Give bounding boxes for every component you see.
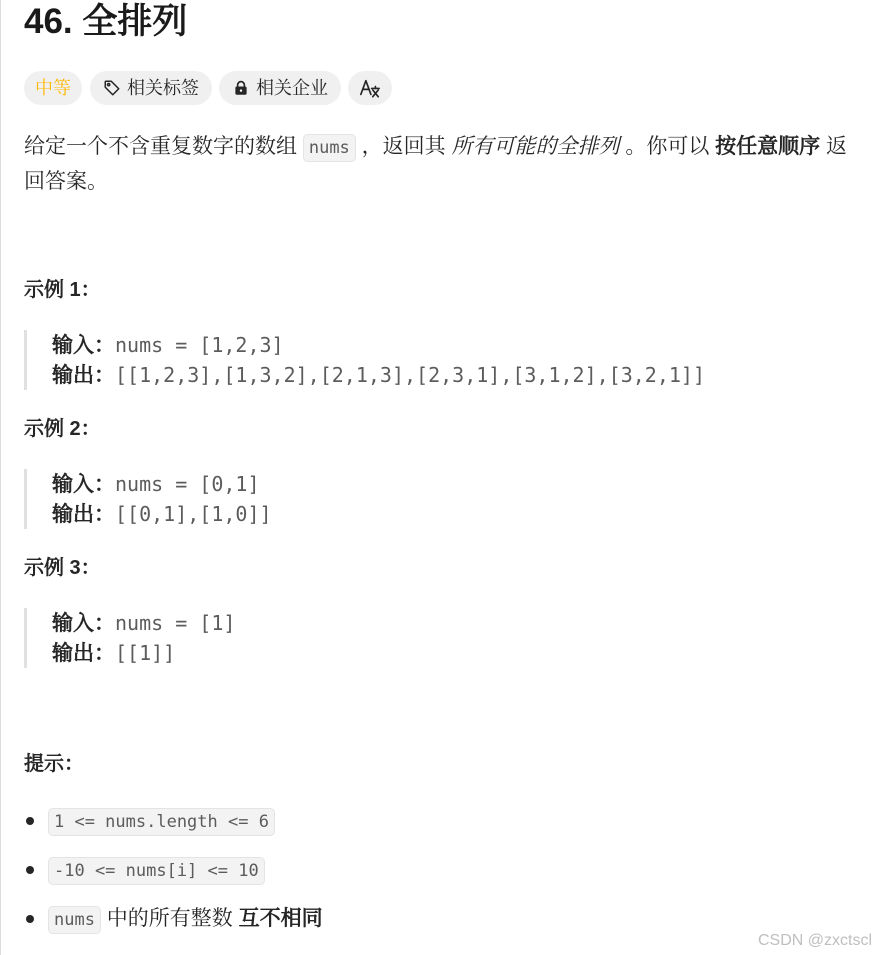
constraints-heading: 提示： — [24, 753, 84, 775]
related-companies-button[interactable] — [219, 71, 341, 105]
problem-statement — [24, 130, 852, 198]
statement-text: 。你可以 — [625, 135, 710, 158]
example-1-block — [24, 330, 852, 390]
constraint-item — [24, 853, 852, 886]
constraint-text: 中的所有整数 — [106, 907, 233, 930]
example-1-output-line — [52, 360, 852, 390]
example-2-output-line — [52, 499, 852, 529]
statement-strong: 按任意顺序 — [715, 135, 821, 158]
difficulty-badge: 中等 — [24, 71, 82, 105]
left-divider — [0, 0, 1, 955]
example-3-input-line — [52, 608, 852, 638]
bullet-dot — [26, 866, 34, 874]
tag-icon — [103, 79, 121, 97]
constraints-list — [24, 804, 852, 935]
related-tags-button[interactable] — [90, 71, 212, 105]
input-label: 输入： — [52, 612, 115, 635]
input-label: 输入： — [52, 334, 115, 357]
statement-text: 给定一个不含重复数字的数组 — [24, 135, 297, 158]
statement-emphasis: 所有可能的全排列 — [451, 135, 620, 158]
statement-text: ，返回其 — [361, 135, 446, 158]
translate-icon — [359, 77, 381, 99]
example-1-input: nums = [1,2,3] — [115, 333, 284, 357]
constraint-item — [24, 902, 852, 935]
constraint-item — [24, 804, 852, 837]
output-label: 输出： — [52, 503, 115, 526]
bullet-dot — [26, 915, 34, 923]
bullet-dot — [26, 817, 34, 825]
input-label: 输入： — [52, 473, 115, 496]
output-label: 输出： — [52, 364, 115, 387]
constraint-strong: 互不相同 — [238, 907, 323, 930]
translate-button[interactable] — [348, 71, 392, 105]
example-3-input: nums = [1] — [115, 611, 236, 635]
example-3-output-line — [52, 638, 852, 668]
example-2-heading: 示例 2： — [24, 418, 101, 440]
inline-code: nums — [303, 134, 356, 162]
example-3-heading: 示例 3： — [24, 557, 101, 579]
watermark: CSDN @zxctscl — [757, 932, 872, 949]
example-2-output: [[0,1],[1,0]] — [115, 502, 272, 526]
problem-description-panel — [24, 0, 852, 951]
related-tags-label: 相关标签 — [127, 78, 199, 98]
example-3-block — [24, 608, 852, 668]
output-label: 输出： — [52, 642, 115, 665]
lock-icon — [232, 79, 250, 97]
example-1-input-line — [52, 330, 852, 360]
example-1-output: [[1,2,3],[1,3,2],[2,1,3],[2,3,1],[3,1,2],[3,2,1]] — [115, 363, 706, 387]
example-3-output: [[1]] — [115, 641, 176, 665]
related-companies-label: 相关企业 — [256, 78, 328, 98]
example-2-block — [24, 469, 852, 529]
constraint-code: -10 <= nums[i] <= 10 — [48, 857, 265, 885]
problem-title[interactable]: 46. 全排列 — [24, 2, 188, 41]
statement-text: 返回答案。 — [24, 135, 848, 193]
constraint-code: nums — [48, 906, 101, 934]
example-2-input: nums = [0,1] — [115, 472, 260, 496]
constraint-code: 1 <= nums.length <= 6 — [48, 808, 275, 836]
example-2-input-line — [52, 469, 852, 499]
example-1-heading: 示例 1： — [24, 279, 101, 301]
tag-row — [24, 71, 852, 105]
